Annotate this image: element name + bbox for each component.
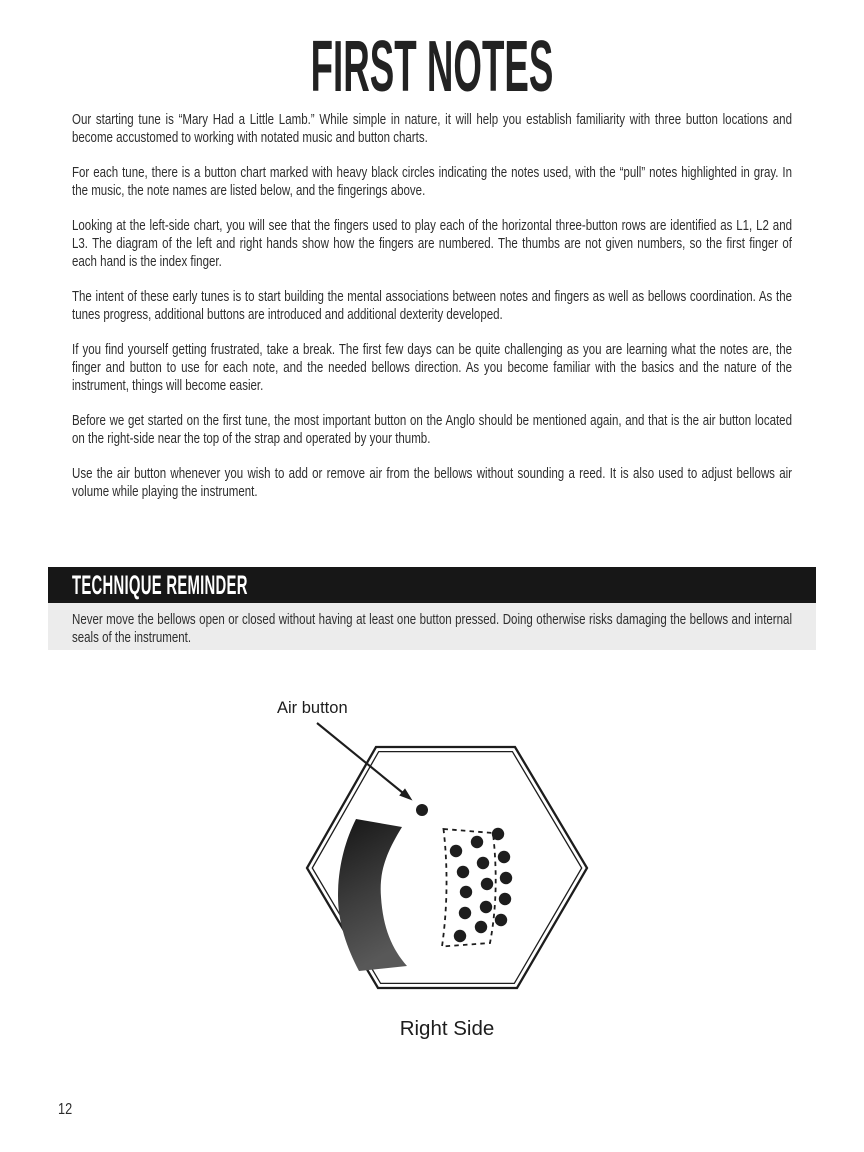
technique-reminder-text: Never move the bellows open or closed without having at least one button pressed. Doing otherwise risks damaging the bellows and internal seals of the instrument.: [72, 612, 792, 646]
paragraph-frustration: If you find yourself getting frustrated, take a break. The first few days can be quite challenging as you are learning what the notes are, the finger and button to use for each note, and the needed bellows direction. As you become familiar with the basics and the nature of the instrument, things will become easier.: [72, 342, 792, 394]
page-title: FIRST NOTES: [310, 27, 554, 107]
paragraph-intro: Our starting tune is “Mary Had a Little Lamb.” While simple in nature, it will help you establish familiarity with three button locations and become accustomed to working with notated music and button charts.: [72, 112, 792, 146]
button-dot: [471, 836, 483, 848]
paragraph-air-button-intro: Before we get started on the first tune, the most important button on the Anglo should be mentioned again, and that is the air button located on the right-side near the top of the strap and operated by your thumb.: [72, 413, 792, 447]
paragraph-air-button-use: Use the air button whenever you wish to add or remove air from the bellows without sounding a reed. It is also used to adjust bellows air volume while playing the instrument.: [72, 466, 792, 500]
paragraph-left-side-chart: Looking at the left-side chart, you will see that the fingers used to play each of the horizontal three-button rows are identified as L1, L2 and L3. The diagram of the left and right hands show how the fingers are numbered. The thumbs are not given numbers, so the first finger of each hand is the index finger.: [72, 218, 792, 270]
button-dot: [457, 866, 469, 878]
paragraph-button-chart: For each tune, there is a button chart marked with heavy black circles indicating the notes used, with the “pull” notes highlighted in gray. In the music, the note names are listed below, and the fingerings above.: [72, 165, 792, 199]
air-button-label: Air button: [277, 699, 348, 717]
button-dot: [492, 828, 504, 840]
button-dot: [460, 886, 472, 898]
air-button-dot: [416, 804, 428, 816]
button-dot: [495, 914, 507, 926]
button-dot: [498, 851, 510, 863]
button-dot: [480, 901, 492, 913]
button-dot: [475, 921, 487, 933]
button-dot: [450, 845, 462, 857]
technique-reminder-heading: TECHNIQUE REMINDER: [72, 569, 248, 600]
button-dot: [481, 878, 493, 890]
paragraph-intent: The intent of these early tunes is to start building the mental associations between notes and fingers as well as bellows coordination. As the tunes progress, additional buttons are introduced and additional dexterity developed.: [72, 289, 792, 323]
diagram-caption: Right Side: [399, 1017, 495, 1040]
button-dot: [477, 857, 489, 869]
button-dot: [500, 872, 512, 884]
button-dot: [459, 907, 471, 919]
page-number: 12: [58, 1101, 73, 1118]
button-dot: [499, 893, 511, 905]
button-dot: [454, 930, 466, 942]
